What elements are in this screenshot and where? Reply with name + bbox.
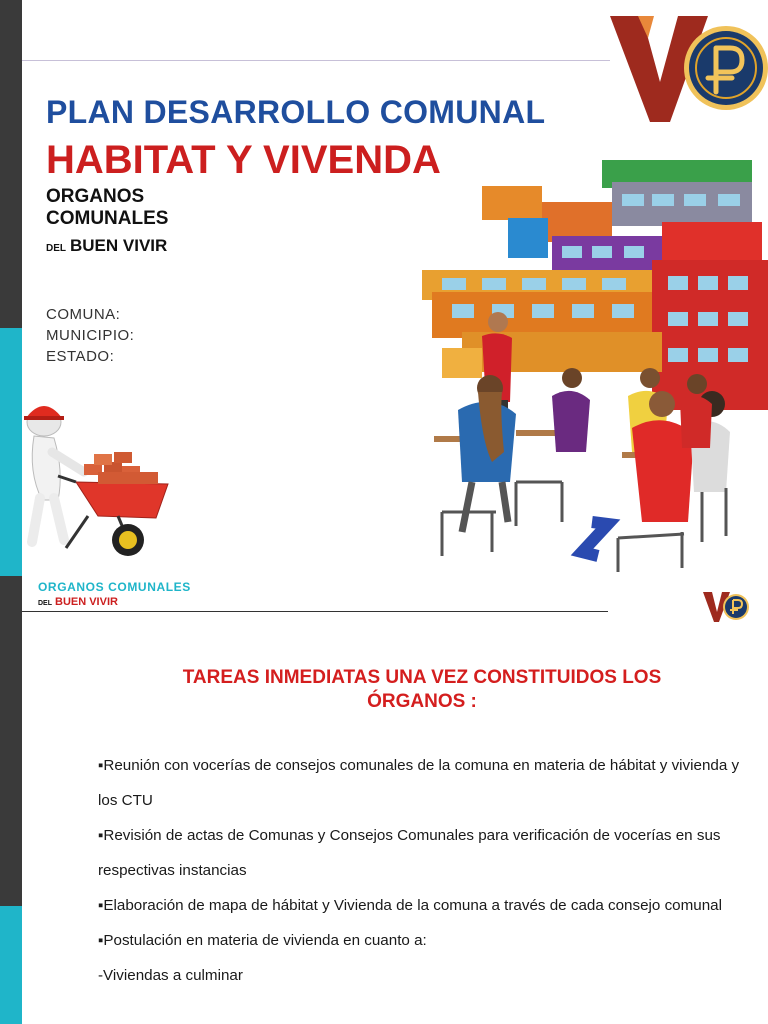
organos-heading (46, 186, 168, 230)
organos-comunales-label: ORGANOS COMUNALES (38, 580, 191, 594)
estado-label: ESTADO: (46, 348, 115, 365)
list-item: ▪Postulación en materia de vivienda en cuanto a: (98, 932, 427, 949)
tasks-title (112, 666, 732, 714)
tasks-title-line1: TAREAS INMEDIATAS UNA VEZ CONSTITUIDOS LOS (182, 667, 662, 688)
list-item: ▪Revisión de actas de Comunas y Consejos Comunales para verificación de vocerías en sus respectivas instancias (98, 827, 721, 879)
organos-line2: COMUNALES (46, 208, 169, 229)
municipio-label: MUNICIPIO: (46, 327, 135, 344)
tasks-slide (0, 576, 768, 1024)
organos-line1: ORGANOS (46, 186, 145, 207)
habitat-title: HABITAT Y VIVENDA (46, 138, 441, 182)
buen-vivir-label: BUEN VIVIR (70, 236, 168, 255)
plan-title: PLAN DESARROLLO COMUNAL (46, 94, 546, 130)
list-item: ▪Reunión con vocerías de consejos comunales de la comuna en materia de hábitat y vivienda y los CTU (98, 757, 740, 809)
header-divider (22, 611, 608, 612)
del-label: DEL (46, 243, 66, 254)
left-bar-teal (0, 906, 22, 1024)
del-label: DEL (38, 600, 52, 607)
comuna-label: COMUNA: (46, 306, 121, 323)
vp-logo-small-icon (702, 588, 750, 624)
header-divider (22, 60, 610, 61)
tasks-list (98, 748, 748, 993)
buen-vivir-label (38, 596, 118, 608)
list-item: -Viviendas a culminar (98, 967, 243, 984)
vp-logo-icon (608, 2, 768, 124)
list-item: ▪Elaboración de mapa de hábitat y Vivienda de la comuna a través de cada consejo comunal (98, 897, 722, 914)
barrio-meeting-illustration (412, 152, 768, 576)
worker-wheelbarrow-illustration (18, 392, 178, 568)
tasks-title-line2: ÓRGANOS : (367, 691, 477, 712)
left-bar-dark (0, 576, 22, 906)
buen-vivir-text: BUEN VIVIR (55, 596, 118, 608)
buen-vivir-heading (46, 236, 167, 256)
left-bar-dark (0, 0, 22, 328)
